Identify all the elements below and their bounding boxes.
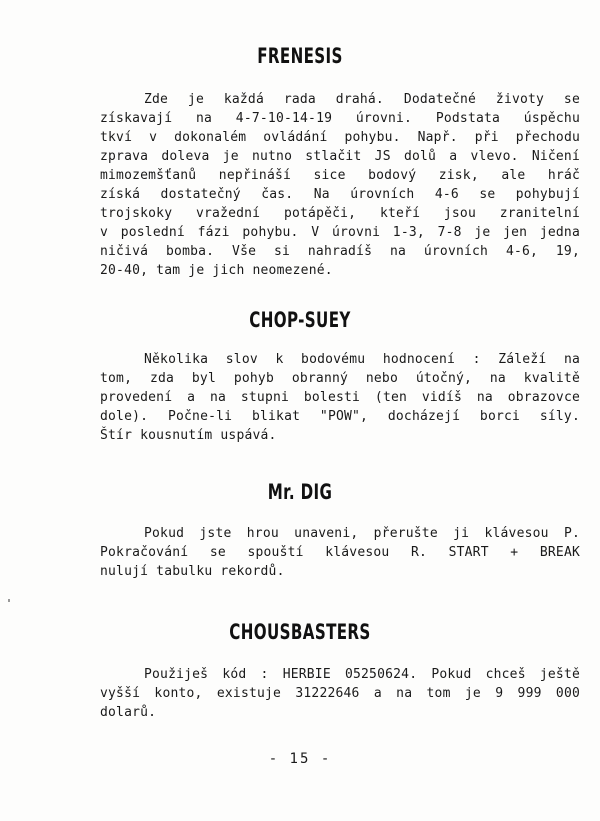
text-line: získavají na 4-7-10-14-19 úrovni. Podstata úspěchu <box>100 111 580 126</box>
text-line: Několika slov k bodovému hodnocení : Záleží na <box>144 352 580 367</box>
paragraph-frenesis <box>100 90 580 280</box>
text-line: mimozemšťanů nepřináší sice bodový zisk, ale hráč <box>100 168 580 183</box>
text-line: trojskoky vražední potápěči, kteří jsou zranitelní <box>100 206 580 221</box>
text-line: dolarů. <box>100 705 157 720</box>
text-line: dole). Počne-li blikat "POW", docházejí borci síly. <box>100 409 580 424</box>
paragraph-chousbasters <box>100 665 580 722</box>
text-line: Štír kousnutím uspává. <box>100 428 277 443</box>
text-line: Zde je každá rada drahá. Dodatečné životy se <box>144 92 580 107</box>
text-line: provedení a na stupni bolesti (ten vidíš na obrazovce <box>100 390 580 405</box>
text-line: Pokračování se spouští klávesou R. START + BREAK <box>100 545 580 560</box>
text-line: získá dostatečný čas. Na úrovních 4-6 se pohybují <box>100 187 580 202</box>
text-line: Použiješ kód : HERBIE 05250624. Pokud chceš ještě <box>144 667 580 682</box>
section-title-chousbasters: CHOUSBASTERS <box>229 620 371 644</box>
section-title-mr-dig: Mr. DIG <box>267 480 333 504</box>
text-line: vyšší konto, existuje 31222646 a na tom je 9 999 000 <box>100 686 580 701</box>
margin-speck <box>8 599 10 602</box>
paragraph-mr-dig <box>100 524 580 581</box>
text-line: Pokud jste hrou unaveni, přerušte ji klávesou P. <box>144 526 580 541</box>
text-line: ničivá bomba. Vše si nahradíš na úrovních 4-6, 19, <box>100 244 580 259</box>
text-line: tkví v dokonalém ovládání pohybu. Např. při přechodu <box>100 130 580 145</box>
text-line: zprava doleva je nutno stlačit JS dolů a vlevo. Ničení <box>100 149 580 164</box>
text-line: v poslední fázi pohybu. V úrovni 1-3, 7-8 je jen jedna <box>100 225 580 240</box>
text-line: 20-40, tam je jich neomezené. <box>100 263 333 278</box>
section-title-frenesis: FRENESIS <box>257 44 343 68</box>
text-line: tom, zda byl pohyb obranný nebo útočný, na kvalitě <box>100 371 580 386</box>
page-number: - 15 - <box>268 751 332 767</box>
paragraph-chop-suey <box>100 350 580 445</box>
text-line: nulují tabulku rekordů. <box>100 564 285 579</box>
section-title-chop-suey: CHOP-SUEY <box>249 308 351 332</box>
